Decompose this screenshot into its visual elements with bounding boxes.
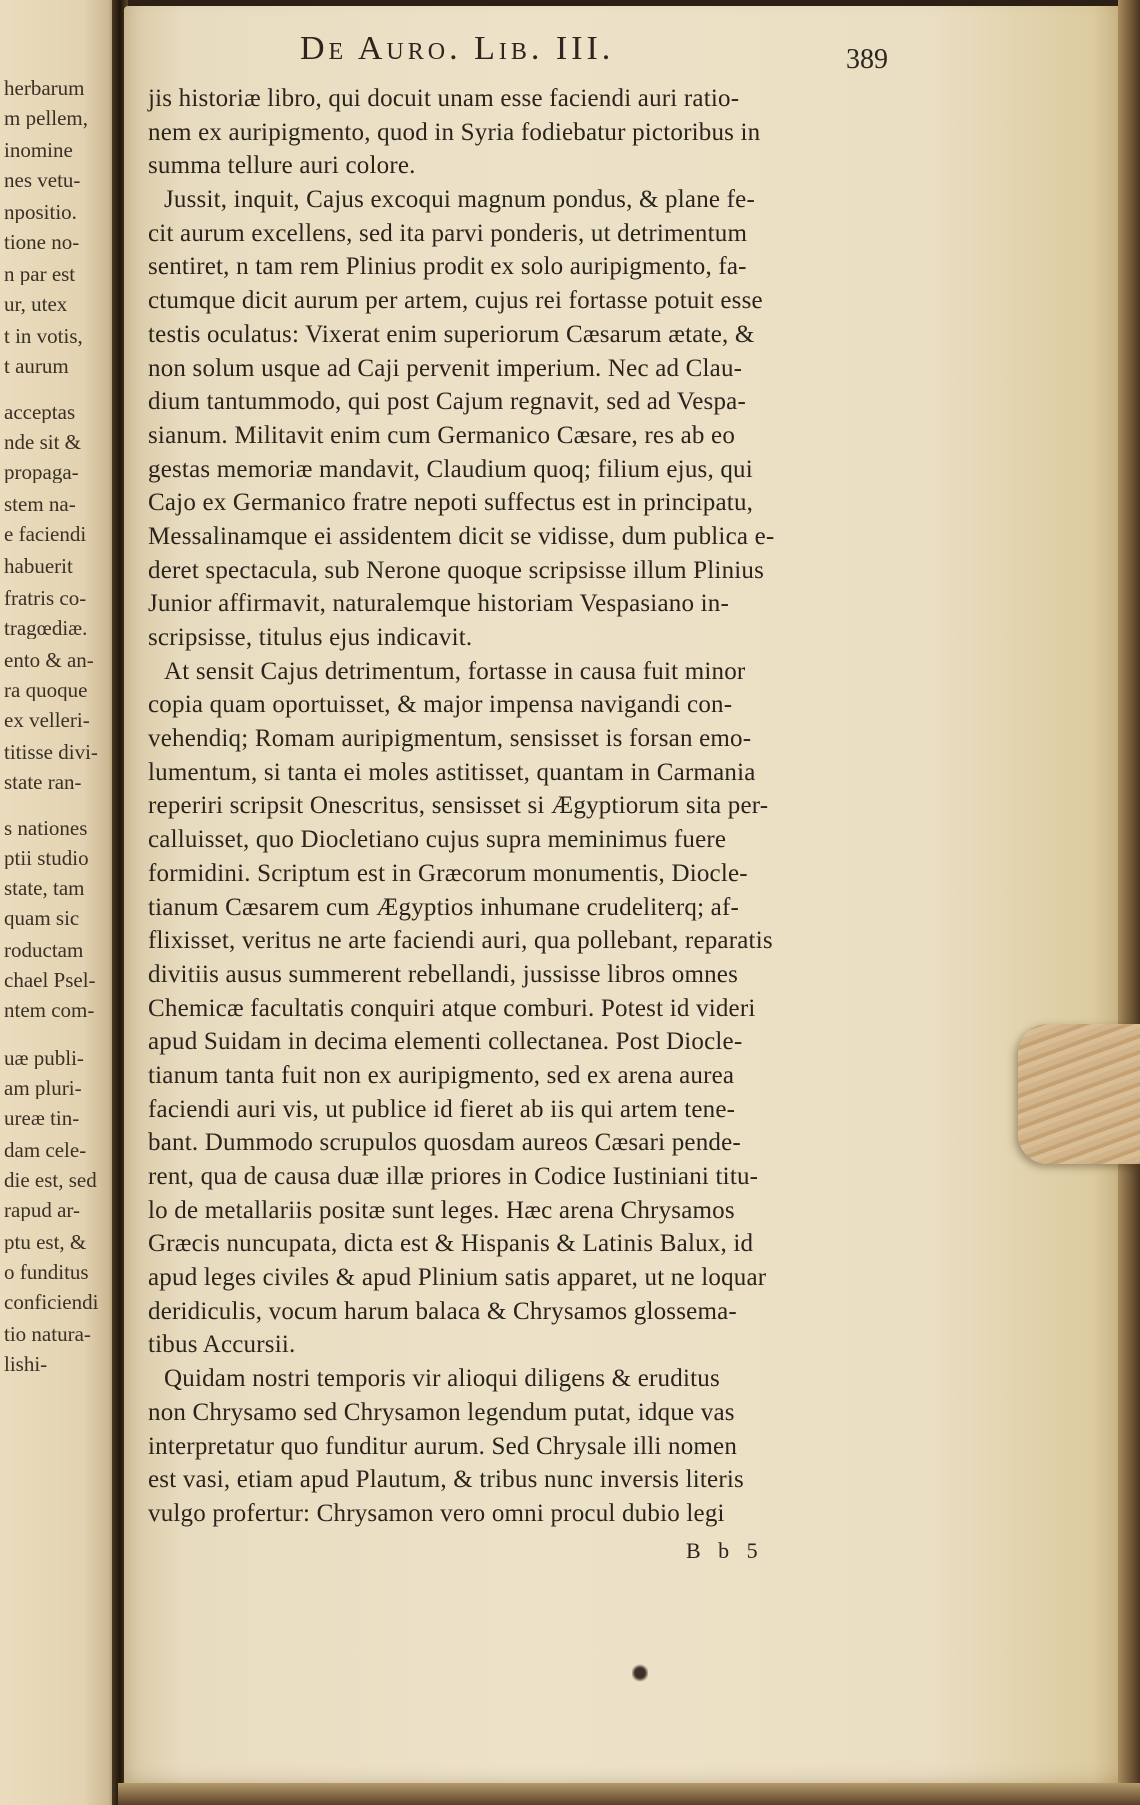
text-line: Jussit, inquit, Cajus excoqui magnum pondus, & plane fe- xyxy=(164,186,755,214)
left-margin-fragment: am pluri- xyxy=(4,1078,82,1099)
left-margin-fragment: propaga- xyxy=(4,462,79,483)
left-margin-fragment: ento & an- xyxy=(4,650,94,671)
text-line: apud leges civiles & apud Plinium satis apparet, ut ne loquar xyxy=(148,1264,767,1292)
left-margin-fragment: state, tam xyxy=(4,878,85,899)
text-line: est vasi, etiam apud Plautum, & tribus nunc inversis literis xyxy=(148,1466,744,1494)
left-margin-fragment: tione no- xyxy=(4,232,80,253)
left-margin-fragment: t in votis, xyxy=(4,326,83,347)
left-margin-fragment: lishi- xyxy=(4,1354,48,1375)
text-line: divitiis ausus summerent rebellandi, jussisse libros omnes xyxy=(148,960,739,988)
running-header-title: De Auro. Lib. III. xyxy=(300,30,615,67)
text-line: ctumque dicit aurum per artem, cujus rei fortasse potuit esse xyxy=(148,287,763,315)
text-line: Quidam nostri temporis vir alioqui diligens & eruditus xyxy=(164,1365,720,1393)
text-line: copia quam oportuisset, & major impensa navigandi con- xyxy=(148,691,733,719)
text-line: cit aurum excellens, sed ita parvi ponderis, ut detrimentum xyxy=(148,219,748,247)
left-margin-fragment: quam sic xyxy=(4,908,80,929)
left-margin-fragment: stem na- xyxy=(4,494,76,515)
text-line: Messalinamque ei assidentem dicit se vidisse, dum publica e- xyxy=(148,522,775,550)
left-margin-fragment: die est, sed xyxy=(4,1170,97,1191)
page-weight-block xyxy=(1018,1024,1140,1164)
text-line: deridiculis, vocum harum balaca & Chrysamos glossema- xyxy=(148,1297,737,1325)
left-margin-fragment: ex velleri- xyxy=(4,710,90,731)
text-line: rent, qua de causa duæ illæ priores in Codice Iustiniani titu- xyxy=(148,1163,759,1190)
left-margin-fragment: e faciendi xyxy=(4,524,87,545)
text-line: lumentum, si tanta ei moles astitisset, quantam in Carmania xyxy=(148,758,756,786)
text-line: summa tellure auri colore. xyxy=(148,152,416,180)
text-line: dium tantummodo, qui post Cajum regnavit, sed ad Vespa- xyxy=(148,388,746,416)
text-line: testis oculatus: Vixerat enim superiorum Cæsarum ætate, & xyxy=(148,320,755,348)
text-line: Chemicæ facultatis conquiri atque comburi. Potest id videri xyxy=(148,994,756,1022)
text-line: faciendi auri vis, ut publice id fieret ab iis qui artem tene- xyxy=(148,1095,736,1123)
left-margin-fragment: rapud ar- xyxy=(4,1200,80,1221)
text-line: Græcis nuncupata, dicta est & Hispanis & Latinis Balux, id xyxy=(148,1230,754,1258)
left-margin-fragment: conficiendi xyxy=(4,1292,99,1313)
left-margin-fragment: fratris co- xyxy=(4,588,87,609)
left-margin-fragment: o funditus xyxy=(4,1262,89,1283)
text-line: vehendiq; Romam auripigmentum, sensisset is forsan emo- xyxy=(148,725,752,753)
text-line: lo de metallariis positæ sunt leges. Hæc arena Chrysamos xyxy=(148,1196,735,1224)
page-right-edge xyxy=(1118,0,1140,1805)
text-line: tianum tanta fuit non ex auripigmento, sed ex arena aurea xyxy=(148,1061,735,1089)
left-margin-fragment: ptu est, & xyxy=(4,1232,87,1253)
left-margin-fragment: npositio. xyxy=(4,202,77,223)
signature-mark: B b 5 xyxy=(686,1538,764,1563)
text-line: vulgo profertur: Chrysamon vero omni procul dubio legi xyxy=(148,1499,725,1527)
text-line: deret spectacula, sub Nerone quoque scripsisse illum Plinius xyxy=(148,556,765,584)
text-line: scripsisse, titulus ejus indicavit. xyxy=(148,624,473,651)
left-page-edge xyxy=(0,0,118,1805)
left-margin-fragment: n par est xyxy=(4,264,76,285)
left-margin-fragment: ptii studio xyxy=(4,848,89,869)
text-line: interpretatur quo funditur aurum. Sed Chrysale illi nomen xyxy=(148,1432,738,1460)
left-margin-fragment: habuerit xyxy=(4,556,73,577)
text-line: flixisset, veritus ne arte faciendi auri, qua pollebant, reparatis xyxy=(148,927,773,955)
left-margin-fragment: titisse divi- xyxy=(4,742,98,763)
text-line: sianum. Militavit enim cum Germanico Cæsare, res ab eo xyxy=(148,421,736,449)
text-line: non solum usque ad Caji pervenit imperium. Nec ad Clau- xyxy=(148,354,743,382)
text-line: At sensit Cajus detrimentum, fortasse in causa fuit minor xyxy=(164,657,746,685)
page-number: 389 xyxy=(846,44,888,75)
ornament-dot xyxy=(632,1663,648,1683)
left-margin-fragment: nes vetu- xyxy=(4,170,81,191)
text-line: non Chrysamo sed Chrysamon legendum putat, idque vas xyxy=(148,1398,735,1426)
text-line: bant. Dummodo scrupulos quosdam aureos Cæsari pende- xyxy=(148,1129,741,1157)
left-margin-fragment: dam cele- xyxy=(4,1140,87,1161)
text-line: sentiret, n tam rem Plinius prodit ex solo auripigmento, fa- xyxy=(148,253,747,281)
text-line: reperiri scripsit Onescritus, sensisset si Ægyptiorum sita per- xyxy=(148,792,769,820)
text-line: jis historiæ libro, qui docuit unam esse faciendi auri ratio- xyxy=(148,85,740,112)
left-margin-fragment: ra quoque xyxy=(4,680,88,701)
left-margin-fragment: chael Psel- xyxy=(4,970,96,991)
left-margin-fragment: tio natura- xyxy=(4,1324,91,1345)
left-margin-fragment: m pellem, xyxy=(4,108,88,129)
left-margin-fragment: uæ publi- xyxy=(4,1048,84,1069)
text-line: Junior affirmavit, naturalemque historiam Vespasiano in- xyxy=(148,590,729,618)
left-margin-fragment: roductam xyxy=(4,940,84,961)
page-bottom-edge xyxy=(118,1783,1140,1805)
left-margin-fragment: state ran- xyxy=(4,772,82,793)
left-margin-fragment: acceptas xyxy=(4,402,76,423)
text-line: tianum Cæsarem cum Ægyptios inhumane crudeliterq; af- xyxy=(148,893,740,921)
left-margin-fragment: ntem com- xyxy=(4,1000,95,1021)
text-line: apud Suidam in decima elementi collectanea. Post Diocle- xyxy=(148,1028,743,1056)
left-margin-fragment: ur, utex xyxy=(4,294,68,315)
text-line: nem ex auripigmento, quod in Syria fodiebatur pictoribus in xyxy=(148,118,761,146)
left-margin-fragment: ureæ tin- xyxy=(4,1108,80,1129)
text-line: calluisset, quo Diocletiano cujus supra meminimus fuere xyxy=(148,826,727,854)
left-margin-fragment: inomine xyxy=(4,140,73,161)
left-margin-fragment: nde sit & xyxy=(4,432,81,453)
text-line: formidini. Scriptum est in Græcorum monumentis, Diocle- xyxy=(148,859,748,887)
body-text xyxy=(148,82,908,1531)
text-line: gestas memoriæ mandavit, Claudium quoq; filium ejus, qui xyxy=(148,455,753,483)
left-margin-fragment: tragœdiæ. xyxy=(4,618,88,639)
left-margin-fragment: herbarum xyxy=(4,78,85,99)
left-margin-fragment: s nationes xyxy=(4,818,88,839)
text-line: tibus Accursii. xyxy=(148,1331,296,1359)
left-margin-fragment: t aurum xyxy=(4,356,69,377)
text-line: Cajo ex Germanico fratre nepoti suffectus est in principatu, xyxy=(148,489,754,517)
